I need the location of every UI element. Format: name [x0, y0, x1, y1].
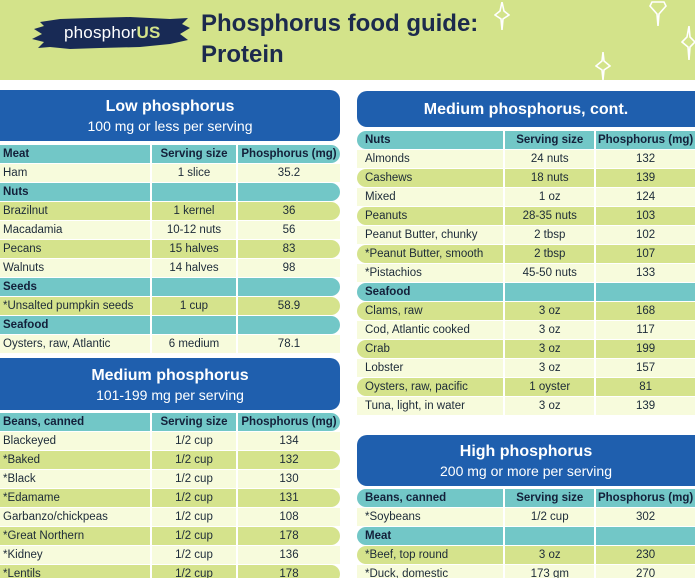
table-row: [0, 470, 340, 489]
food-name-cell: Brazilnut: [0, 202, 150, 220]
phosphorus-mg-cell: 136: [238, 546, 340, 564]
sparkle-icon: [494, 2, 510, 30]
food-name-cell: Peanut Butter, chunky: [357, 226, 503, 244]
serving-size-cell: 1 kernel: [152, 202, 236, 220]
phosphorus-mg-cell: 36: [238, 202, 340, 220]
food-name-cell: Macadamia: [0, 221, 150, 239]
header-banner: [0, 0, 695, 80]
phosphorus-mg-cell: 230: [596, 546, 695, 564]
table-row: [357, 565, 695, 578]
food-name-cell: Lobster: [357, 359, 503, 377]
serving-size-header: [505, 283, 594, 301]
phosphorus-logo: [30, 14, 190, 52]
table-row: [357, 340, 695, 359]
phosphorus-mg-cell: 35.2: [238, 164, 340, 182]
phosphorus-header: Phosphorus (mg): [238, 413, 340, 431]
serving-size-cell: 3 oz: [505, 546, 594, 564]
serving-size-cell: 14 halves: [152, 259, 236, 277]
table-row: [0, 221, 340, 240]
category-header-row: [0, 145, 340, 164]
phosphorus-mg-cell: 56: [238, 221, 340, 239]
section-title: Medium phosphorus, cont.: [423, 101, 629, 118]
serving-size-cell: 1/2 cup: [152, 508, 236, 526]
table-row: [357, 207, 695, 226]
category-label: Seafood: [0, 316, 150, 334]
food-name-cell: *Great Northern: [0, 527, 150, 545]
category-header-row: [357, 283, 695, 302]
food-name-cell: Mixed: [357, 188, 503, 206]
table-row: [357, 169, 695, 188]
food-name-cell: *Duck, domestic: [357, 565, 503, 578]
logo-text: phosphorUS: [64, 23, 161, 42]
phosphorus-header: [238, 278, 340, 296]
phosphorus-mg-cell: 199: [596, 340, 695, 358]
high-phosphorus-table: [357, 489, 695, 578]
category-label: Nuts: [357, 131, 503, 149]
phosphorus-header: [238, 316, 340, 334]
food-name-cell: *Kidney: [0, 546, 150, 564]
category-header-row: [357, 527, 695, 546]
phosphorus-mg-cell: 178: [238, 565, 340, 578]
serving-size-header: Serving size: [152, 413, 236, 431]
serving-size-cell: 28-35 nuts: [505, 207, 594, 225]
food-name-cell: Pecans: [0, 240, 150, 258]
table-row: [0, 432, 340, 451]
category-label: Beans, canned: [0, 413, 150, 431]
food-name-cell: *Soybeans: [357, 508, 503, 526]
high-phosphorus-panel: [357, 435, 695, 578]
food-name-cell: *Pistachios: [357, 264, 503, 282]
medium-phosphorus-cont-table: [357, 131, 695, 416]
serving-size-cell: 6 medium: [152, 335, 236, 353]
serving-size-cell: 1/2 cup: [152, 565, 236, 578]
serving-size-header: [152, 278, 236, 296]
serving-size-cell: 45-50 nuts: [505, 264, 594, 282]
serving-size-cell: 1 oz: [505, 188, 594, 206]
category-label: Meat: [0, 145, 150, 163]
phosphorus-header: [596, 283, 695, 301]
serving-size-cell: 10-12 nuts: [152, 221, 236, 239]
serving-size-cell: 1/2 cup: [152, 527, 236, 545]
category-label: Nuts: [0, 183, 150, 201]
table-row: [0, 451, 340, 470]
food-name-cell: *Black: [0, 470, 150, 488]
section-title: Low phosphorus: [105, 98, 235, 115]
category-header-row: [0, 278, 340, 297]
table-row: [357, 302, 695, 321]
low-phosphorus-table: [0, 145, 340, 354]
sparkle-icon: [648, 0, 668, 26]
section-subtitle: 100 mg or less per serving: [87, 118, 253, 134]
serving-size-cell: 3 oz: [505, 397, 594, 415]
table-row: [0, 202, 340, 221]
food-name-cell: *Unsalted pumpkin seeds: [0, 297, 150, 315]
medium-phosphorus-banner: [0, 358, 340, 410]
table-row: [0, 240, 340, 259]
phosphorus-mg-cell: 302: [596, 508, 695, 526]
phosphorus-mg-cell: 107: [596, 245, 695, 263]
serving-size-cell: 1/2 cup: [152, 432, 236, 450]
phosphorus-mg-cell: 108: [238, 508, 340, 526]
medium-phosphorus-cont-banner: [357, 91, 695, 127]
serving-size-header: Serving size: [505, 131, 594, 149]
table-row: [357, 378, 695, 397]
phosphorus-mg-cell: 130: [238, 470, 340, 488]
table-row: [357, 508, 695, 527]
serving-size-cell: 1/2 cup: [152, 451, 236, 469]
food-name-cell: Peanuts: [357, 207, 503, 225]
food-name-cell: *Baked: [0, 451, 150, 469]
table-row: [357, 150, 695, 169]
table-row: [0, 527, 340, 546]
serving-size-cell: 1 oyster: [505, 378, 594, 396]
phosphorus-header: Phosphorus (mg): [596, 489, 695, 507]
category-label: Beans, canned: [357, 489, 503, 507]
food-name-cell: Oysters, raw, Atlantic: [0, 335, 150, 353]
category-label: Seeds: [0, 278, 150, 296]
phosphorus-mg-cell: 103: [596, 207, 695, 225]
food-name-cell: Blackeyed: [0, 432, 150, 450]
table-row: [0, 164, 340, 183]
phosphorus-mg-cell: 157: [596, 359, 695, 377]
phosphorus-mg-cell: 270: [596, 565, 695, 578]
food-name-cell: *Peanut Butter, smooth: [357, 245, 503, 263]
serving-size-cell: 3 oz: [505, 340, 594, 358]
table-row: [357, 321, 695, 340]
low-phosphorus-panel: [0, 90, 340, 354]
sparkle-icon: [595, 52, 611, 80]
phosphorus-mg-cell: 58.9: [238, 297, 340, 315]
food-name-cell: *Edamame: [0, 489, 150, 507]
food-name-cell: Ham: [0, 164, 150, 182]
phosphorus-mg-cell: 124: [596, 188, 695, 206]
phosphorus-mg-cell: 132: [238, 451, 340, 469]
serving-size-header: [152, 183, 236, 201]
category-label: Seafood: [357, 283, 503, 301]
food-name-cell: Almonds: [357, 150, 503, 168]
phosphorus-mg-cell: 78.1: [238, 335, 340, 353]
food-name-cell: *Lentils: [0, 565, 150, 578]
food-name-cell: Crab: [357, 340, 503, 358]
phosphorus-header: [596, 527, 695, 545]
food-name-cell: Clams, raw: [357, 302, 503, 320]
serving-size-cell: 2 tbsp: [505, 226, 594, 244]
serving-size-header: [505, 527, 594, 545]
serving-size-cell: 1 cup: [152, 297, 236, 315]
serving-size-cell: 1/2 cup: [152, 489, 236, 507]
serving-size-header: Serving size: [505, 489, 594, 507]
category-header-row: [0, 413, 340, 432]
food-name-cell: Garbanzo/chickpeas: [0, 508, 150, 526]
medium-phosphorus-cont-panel: [357, 91, 695, 416]
title-line-1: Phosphorus food guide:: [201, 10, 479, 37]
serving-size-header: Serving size: [152, 145, 236, 163]
phosphorus-mg-cell: 102: [596, 226, 695, 244]
serving-size-cell: 24 nuts: [505, 150, 594, 168]
phosphorus-mg-cell: 139: [596, 169, 695, 187]
table-row: [0, 297, 340, 316]
table-row: [357, 226, 695, 245]
serving-size-cell: 3 oz: [505, 359, 594, 377]
serving-size-cell: 1/2 cup: [152, 546, 236, 564]
food-name-cell: Cod, Atlantic cooked: [357, 321, 503, 339]
table-row: [357, 245, 695, 264]
medium-phosphorus-panel: [0, 358, 340, 578]
title-line-2: Protein: [201, 41, 284, 68]
section-subtitle: 200 mg or more per serving: [440, 463, 612, 479]
food-name-cell: Cashews: [357, 169, 503, 187]
phosphorus-mg-cell: 98: [238, 259, 340, 277]
serving-size-cell: 15 halves: [152, 240, 236, 258]
section-title: Medium phosphorus: [91, 367, 249, 384]
phosphorus-mg-cell: 134: [238, 432, 340, 450]
serving-size-cell: 3 oz: [505, 321, 594, 339]
serving-size-cell: 1 slice: [152, 164, 236, 182]
page-title: [201, 8, 478, 70]
sparkle-icon: [681, 26, 695, 60]
phosphorus-mg-cell: 178: [238, 527, 340, 545]
food-name-cell: *Beef, top round: [357, 546, 503, 564]
phosphorus-mg-cell: 131: [238, 489, 340, 507]
serving-size-cell: 2 tbsp: [505, 245, 594, 263]
section-title: High phosphorus: [459, 443, 593, 460]
table-row: [357, 188, 695, 207]
category-label: Meat: [357, 527, 503, 545]
table-row: [357, 397, 695, 416]
table-row: [357, 546, 695, 565]
category-header-row: [0, 316, 340, 335]
phosphorus-header: Phosphorus (mg): [596, 131, 695, 149]
food-name-cell: Walnuts: [0, 259, 150, 277]
phosphorus-mg-cell: 81: [596, 378, 695, 396]
food-name-cell: Oysters, raw, pacific: [357, 378, 503, 396]
phosphorus-header: Phosphorus (mg): [238, 145, 340, 163]
table-row: [0, 508, 340, 527]
section-subtitle: 101-199 mg per serving: [96, 387, 244, 403]
serving-size-cell: 3 oz: [505, 302, 594, 320]
high-phosphorus-banner: [357, 435, 695, 486]
medium-phosphorus-table: [0, 413, 340, 578]
table-row: [357, 264, 695, 283]
phosphorus-mg-cell: 168: [596, 302, 695, 320]
low-phosphorus-banner: [0, 90, 340, 141]
serving-size-header: [152, 316, 236, 334]
serving-size-cell: 1/2 cup: [505, 508, 594, 526]
category-header-row: [0, 183, 340, 202]
table-row: [357, 359, 695, 378]
serving-size-cell: 18 nuts: [505, 169, 594, 187]
table-row: [0, 335, 340, 354]
table-row: [0, 565, 340, 578]
food-name-cell: Tuna, light, in water: [357, 397, 503, 415]
table-row: [0, 546, 340, 565]
phosphorus-header: [238, 183, 340, 201]
serving-size-cell: 1/2 cup: [152, 470, 236, 488]
phosphorus-mg-cell: 139: [596, 397, 695, 415]
phosphorus-mg-cell: 133: [596, 264, 695, 282]
category-header-row: [357, 131, 695, 150]
table-row: [0, 489, 340, 508]
table-row: [0, 259, 340, 278]
phosphorus-mg-cell: 117: [596, 321, 695, 339]
phosphorus-mg-cell: 132: [596, 150, 695, 168]
category-header-row: [357, 489, 695, 508]
serving-size-cell: 173 gm: [505, 565, 594, 578]
phosphorus-mg-cell: 83: [238, 240, 340, 258]
